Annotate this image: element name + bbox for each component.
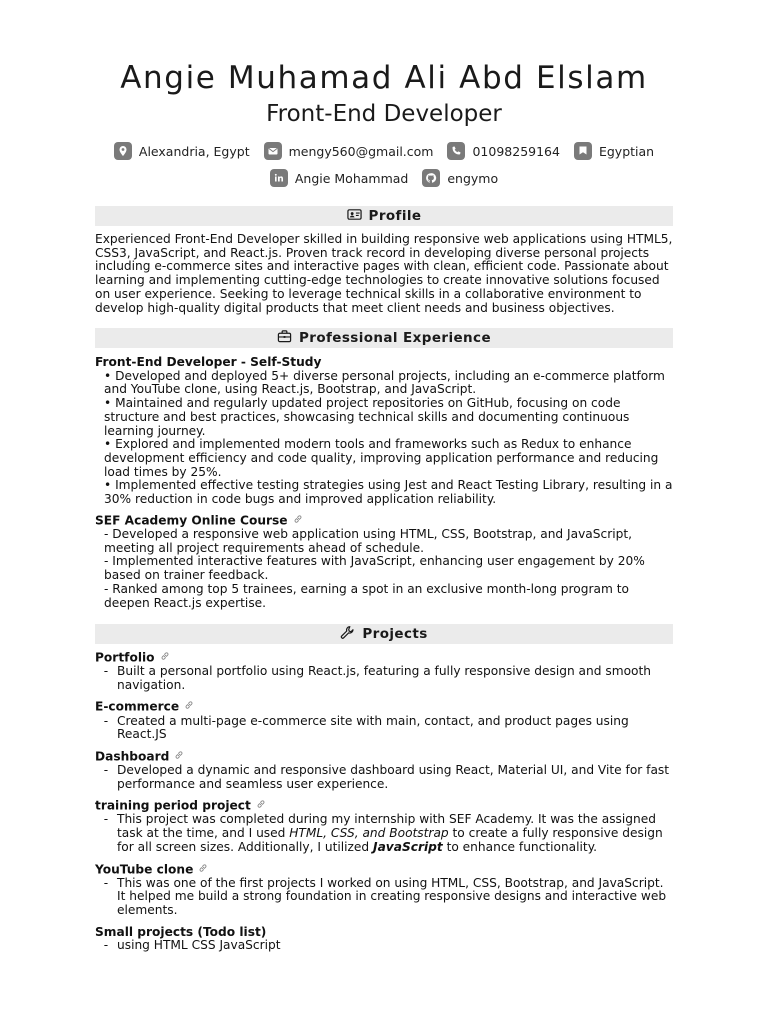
- contact-row-1: [0, 142, 768, 160]
- section-title-profile: Profile: [368, 208, 422, 224]
- job-title-row: [95, 514, 675, 528]
- contact-row-2: [0, 169, 768, 187]
- project-title-row: [95, 651, 675, 665]
- desc-bold-italic: JavaScript: [373, 839, 443, 854]
- project-item: [95, 665, 675, 692]
- linkedin-text[interactable]: Angie Mohammad: [294, 170, 409, 186]
- id-card-icon: [347, 207, 362, 226]
- wrench-icon: [340, 625, 355, 644]
- link-icon[interactable]: [174, 750, 184, 764]
- project-description: This was one of the first projects I worked on using HTML, CSS, Bootstrap, and JavaScript. It helped me build a strong foundation in creating responsive designs and interactive web elements.: [117, 875, 667, 918]
- github-text[interactable]: engymo: [447, 170, 499, 186]
- project-item: [95, 764, 675, 791]
- candidate-name: Angie Muhamad Ali Abd Elslam: [120, 60, 648, 96]
- project-title-row: [95, 863, 675, 877]
- desc-part: This project was completed during my internship with SEF Academy. It was the assigned task at the time, and I used: [117, 812, 656, 841]
- project-title-row: [95, 750, 675, 764]
- location-text: Alexandria, Egypt: [138, 143, 250, 159]
- job-bullet: • Developed and deployed 5+ diverse personal projects, including an e-commerce platform and YouTube clone, using React.js, Bootstrap, and JavaScript.: [104, 368, 665, 397]
- dash-marker: -: [103, 763, 109, 777]
- project-description: Built a personal portfolio using React.js, featuring a fully responsive design and smooth navigation.: [117, 664, 651, 692]
- project-title: Dashboard: [95, 749, 170, 764]
- project-title-row: [95, 700, 675, 714]
- job-title: SEF Academy Online Course: [95, 513, 288, 528]
- dash-marker: -: [103, 875, 109, 890]
- section-header-experience: [95, 328, 673, 348]
- project-item: [95, 715, 675, 742]
- flag-icon: [574, 142, 592, 160]
- contact-linkedin[interactable]: [270, 169, 409, 187]
- link-icon[interactable]: [184, 700, 194, 714]
- email-text[interactable]: mengy560@gmail.com: [288, 143, 434, 159]
- project-description: [117, 813, 675, 854]
- project-description: Developed a dynamic and responsive dashboard using React, Material UI, and Vite for fast performance and seamless user experience.: [117, 763, 670, 791]
- project-title: training period project: [95, 798, 251, 813]
- project-title: YouTube clone: [95, 861, 194, 876]
- contact-location: [114, 142, 250, 160]
- project-title: Small projects (Todo list): [95, 924, 267, 939]
- phone-icon: [447, 142, 465, 160]
- project-description: Created a multi-page e-commerce site with main, contact, and product pages using React.JS: [117, 713, 629, 742]
- linkedin-icon: [270, 169, 288, 187]
- job-bullet: • Explored and implemented modern tools and frameworks such as Redux to enhance development efficiency and code quality, improving application performance and reducing load times by 25%.: [104, 437, 659, 479]
- project-title-row: [95, 799, 675, 813]
- contact-phone[interactable]: [447, 142, 559, 160]
- dash-marker: -: [103, 938, 109, 953]
- experience-entry-sef: [95, 514, 675, 610]
- candidate-role: Front-End Developer: [266, 101, 502, 127]
- envelope-icon: [264, 142, 282, 160]
- link-icon[interactable]: [256, 799, 266, 813]
- project-title-row: [95, 926, 675, 940]
- link-icon[interactable]: [293, 514, 303, 528]
- dash-marker: -: [103, 812, 109, 827]
- section-title-projects: Projects: [362, 626, 428, 642]
- phone-text[interactable]: 01098259164: [472, 143, 560, 159]
- nationality-text: Egyptian: [598, 143, 655, 159]
- section-header-profile: [95, 206, 673, 226]
- job-bullet: • Implemented effective testing strategies using Jest and React Testing Library, resulting in a 30% reduction in code bugs and improved application reliability.: [104, 478, 673, 507]
- desc-italic: HTML, CSS, and Bootstrap: [289, 826, 449, 841]
- github-icon: [422, 169, 440, 187]
- project-item: [95, 939, 675, 953]
- job-bullet: - Ranked among top 5 trainees, earning a spot in an exclusive month-long program to deepen React.js expertise.: [104, 581, 629, 610]
- job-bullet: • Maintained and regularly updated project repositories on GitHub, focusing on code structure and best practices, showcasing technical skills and documenting continuous learning journey.: [104, 396, 630, 438]
- project-title: Portfolio: [95, 650, 155, 665]
- experience-entry-self-study: [95, 356, 675, 507]
- desc-part: to enhance functionality.: [442, 839, 598, 854]
- briefcase-icon: [277, 329, 292, 348]
- projects-list: [95, 651, 675, 953]
- project-description: using HTML CSS JavaScript: [117, 938, 281, 953]
- link-icon[interactable]: [198, 863, 208, 877]
- dash-marker: -: [103, 713, 109, 728]
- section-title-experience: Professional Experience: [298, 330, 492, 346]
- map-pin-icon: [114, 142, 132, 160]
- project-item: [95, 877, 675, 918]
- job-title: Front-End Developer - Self-Study: [95, 355, 322, 369]
- dash-marker: -: [103, 664, 109, 679]
- section-header-projects: [95, 624, 673, 644]
- contact-github[interactable]: [422, 169, 498, 187]
- link-icon[interactable]: [160, 651, 170, 665]
- contact-nationality: [574, 142, 654, 160]
- project-title: E-commerce: [95, 699, 180, 714]
- job-bullet: - Developed a responsive web application using HTML, CSS, Bootstrap, and JavaScript, meeting all project requirements ahead of schedule.: [104, 527, 633, 555]
- desc-part: to create a fully responsive design for all screen sizes. Additionally, I utilized: [117, 826, 663, 854]
- project-item: [95, 813, 675, 854]
- contact-email[interactable]: [264, 142, 434, 160]
- job-bullet: - Implemented interactive features with JavaScript, enhancing user engagement by 20% based on trainer feedback.: [104, 554, 645, 583]
- profile-summary: Experienced Front-End Developer skilled in building responsive web applications using HTML5, CSS3, JavaScript, and React.js. Proven track record in developing diverse personal projects including e-commerce sites and interactive pages with clean, efficient code. Passionate about learning and implementing cutting-edge technologies to create innovative solutions focused on user experience. Seeking to leverage technical skills in a collaborative environment to develop high-quality digital products that meet client needs and business objectives.: [95, 232, 673, 315]
